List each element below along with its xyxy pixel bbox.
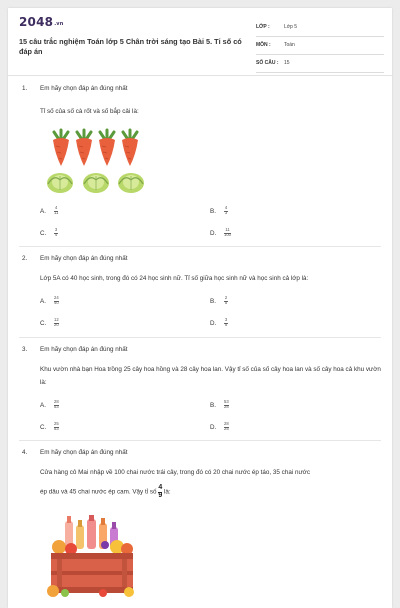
fraction-denominator: 11 xyxy=(54,210,59,216)
option-a[interactable] xyxy=(40,296,59,306)
meta-subject xyxy=(256,39,384,55)
question-instruction: Em hãy chọn đáp án đúng nhất xyxy=(40,449,128,456)
fraction-numerator: 11 xyxy=(225,227,230,232)
fraction-numerator: 4 xyxy=(224,205,228,210)
option-letter: A. xyxy=(40,297,46,305)
fraction-numerator: 12 xyxy=(54,317,59,322)
option-fraction xyxy=(224,228,231,238)
document-header xyxy=(8,8,392,76)
page-title: 15 câu trắc nghiệm Toán lớp 5 Chân trời sáng tạo Bài 5. Tỉ số có đáp án xyxy=(19,37,242,56)
fraction-numerator: 24 xyxy=(54,295,59,300)
site-logo[interactable] xyxy=(19,15,64,29)
option-b[interactable] xyxy=(210,206,228,216)
option-fraction xyxy=(54,400,59,410)
fraction-denominator: 9 xyxy=(158,492,163,500)
fraction-numerator: 28 xyxy=(224,421,229,426)
question-text-line-2 xyxy=(40,484,382,500)
question-text: Khu vườn nhà bạn Hoa trồng 25 cây hoa hồng và 28 cây hoa lan. Vậy tỉ số của số cây hoa lan và số cây hoa cả khu vườn là: xyxy=(40,366,381,386)
fraction-denominator: 40 xyxy=(54,300,59,306)
cabbage-icon xyxy=(117,170,145,194)
option-fraction xyxy=(54,422,59,432)
fraction-numerator: 4 xyxy=(158,484,163,491)
option-c[interactable] xyxy=(40,228,58,238)
option-d[interactable] xyxy=(210,228,231,238)
carrot-icon xyxy=(119,128,141,168)
option-fraction xyxy=(224,400,229,410)
question-instruction: Em hãy chọn đáp án đúng nhất xyxy=(40,85,128,92)
carrot-icon xyxy=(96,128,118,168)
option-b[interactable] xyxy=(210,400,229,410)
option-fraction xyxy=(54,318,59,328)
question-text: Tỉ số của số cà rốt và số bắp cải là: xyxy=(40,108,139,115)
question-text-line-1: Cửa hàng cô Mai nhập về 100 chai nước trái cây, trong đó có 20 chai nước ép táo, 35 chai nước xyxy=(40,469,310,476)
document-meta xyxy=(256,21,384,75)
option-letter: D. xyxy=(210,319,217,327)
meta-subject-value: Toán xyxy=(284,42,295,48)
meta-count-value: 15 xyxy=(284,60,290,66)
meta-grade-value: Lớp 5 xyxy=(284,24,298,30)
question-divider xyxy=(19,246,381,247)
cabbage-icon xyxy=(82,170,110,194)
meta-count-key: SỐ CÂU : xyxy=(256,60,279,66)
question-divider xyxy=(19,440,381,441)
option-a[interactable] xyxy=(40,206,58,216)
carrot-icon xyxy=(50,128,72,168)
question-text: Lớp 5A có 40 học sinh, trong đó có 24 học sinh nữ. Tỉ số giữa học sinh nữ và học sinh cả lớp là: xyxy=(40,275,309,282)
meta-count xyxy=(256,57,384,73)
fraction-numerator: 3 xyxy=(224,317,228,322)
question-text-part: ép dâu và 45 chai nước ép cam. Vậy tỉ số xyxy=(40,488,157,496)
meta-grade-key: LỚP : xyxy=(256,24,270,30)
option-fraction xyxy=(224,422,229,432)
option-c[interactable] xyxy=(40,422,59,432)
fraction-numerator: 53 xyxy=(224,399,229,404)
option-letter: D. xyxy=(210,423,217,431)
logo-tld: .vn xyxy=(54,21,64,27)
ratio-fraction xyxy=(158,484,162,500)
fraction-denominator: 53 xyxy=(54,404,59,410)
option-letter: A. xyxy=(40,401,46,409)
question-number: 3. xyxy=(22,346,28,353)
meta-grade xyxy=(256,21,384,37)
option-b[interactable] xyxy=(210,296,228,306)
option-d[interactable] xyxy=(210,422,229,432)
option-letter: C. xyxy=(40,423,47,431)
fruit-juice-crate-picture xyxy=(43,515,141,597)
option-c[interactable] xyxy=(40,318,59,328)
question-number: 1. xyxy=(22,85,28,92)
document-page xyxy=(8,8,392,608)
fraction-denominator: 53 xyxy=(54,426,59,432)
fraction-denominator: 5 xyxy=(224,300,228,306)
option-fraction xyxy=(224,296,228,306)
option-fraction xyxy=(54,206,58,216)
option-letter: B. xyxy=(210,297,216,305)
fraction-denominator: 20 xyxy=(54,322,59,328)
question-instruction: Em hãy chọn đáp án đúng nhất xyxy=(40,346,128,353)
cabbage-icon xyxy=(46,170,74,194)
option-a[interactable] xyxy=(40,400,59,410)
fraction-numerator: 25 xyxy=(54,421,59,426)
option-letter: C. xyxy=(40,319,47,327)
question-number: 2. xyxy=(22,255,28,262)
fraction-denominator: 100 xyxy=(224,232,231,238)
fraction-denominator: 28 xyxy=(224,404,229,410)
logo-text: 2048 xyxy=(19,15,54,29)
fraction-denominator: 5 xyxy=(224,322,228,328)
option-letter: C. xyxy=(40,229,47,237)
fraction-denominator: 3 xyxy=(224,210,228,216)
question-text-part: là: xyxy=(164,488,171,496)
carrot-icon xyxy=(73,128,95,168)
fraction-numerator: 28 xyxy=(54,399,59,404)
question-number: 4. xyxy=(22,449,28,456)
question-instruction: Em hãy chọn đáp án đúng nhất xyxy=(40,255,128,262)
meta-subject-key: MÔN : xyxy=(256,42,271,48)
option-fraction xyxy=(224,318,228,328)
option-letter: B. xyxy=(210,401,216,409)
option-letter: A. xyxy=(40,207,46,215)
fraction-denominator: 4 xyxy=(54,232,58,238)
fraction-numerator: 4 xyxy=(55,205,58,210)
option-fraction xyxy=(54,228,58,238)
fraction-numerator: 2 xyxy=(224,295,228,300)
option-letter: B. xyxy=(210,207,216,215)
fraction-numerator: 3 xyxy=(54,227,58,232)
fraction-denominator: 25 xyxy=(224,426,229,432)
option-fraction xyxy=(54,296,59,306)
question-divider xyxy=(19,337,381,338)
option-letter: D. xyxy=(210,229,217,237)
option-fraction xyxy=(224,206,228,216)
option-d[interactable] xyxy=(210,318,228,328)
